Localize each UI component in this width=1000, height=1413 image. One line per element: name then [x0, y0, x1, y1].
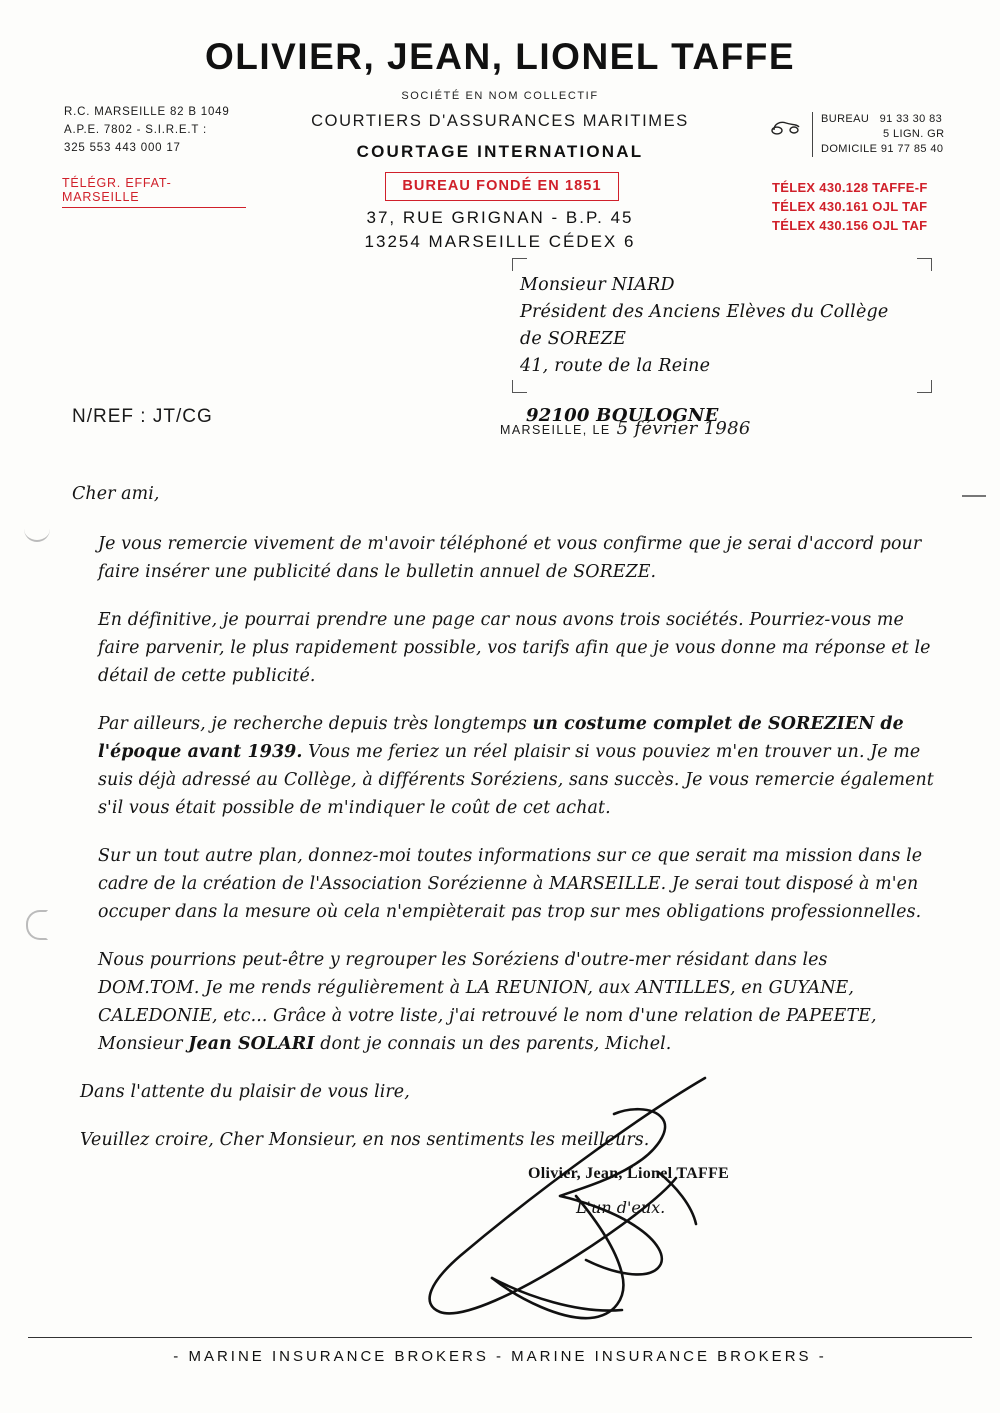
company-activity-secondary: COURTAGE INTERNATIONAL	[356, 142, 644, 161]
paragraph-2: En définitive, je pourrai prendre une page car nous avons trois sociétés. Pourriez-vous me faire parvenir, le plus rapidement possible, vos tarifs afin que je vous donne ma réponse et le détail de cette publicité.	[98, 610, 931, 686]
recipient-line-3: de SOREZE	[520, 329, 627, 349]
company-legal-form: SOCIÉTÉ EN NOM COLLECTIF	[401, 90, 599, 102]
registration-line-3: 325 553 443 000 17	[64, 142, 181, 154]
registration-block	[64, 103, 230, 157]
recipient-line-2: Président des Anciens Elèves du Collège	[520, 302, 889, 322]
recipient-city: 92100 BOULOGNE	[526, 405, 719, 426]
paragraph-5-part-a: Nous pourrions peut-être y regrouper les Soréziens d'outre-mer résidant dans les DOM.TOM. Je me rends régulièrement à LA REUNION, aux ANTILLES, en GUYANE, CALEDONIE, etc... Grâce à votre liste, j'ai retrouvé le nom d'une relation de PAPEETE, Monsieur	[98, 950, 877, 1054]
paragraph-3-part-a: Par ailleurs, je recherche depuis très longtemps	[98, 714, 533, 734]
scan-artifact-hole-top	[24, 527, 50, 542]
phone-domicile-number: 91 77 85 40	[880, 143, 944, 155]
phone-bureau-lines: 5 LIGN. GR	[883, 128, 945, 140]
phone-block	[812, 112, 944, 157]
recipient-line-1: Monsieur NIARD	[520, 275, 675, 295]
recipient-block	[512, 258, 932, 426]
telephone-icon	[770, 118, 802, 138]
paragraph-5	[72, 946, 934, 1058]
paragraph-5-emphasis: Jean SOLARI	[188, 1034, 315, 1054]
telex-line-2: TÉLEX 430.161 OJL TAF	[772, 199, 928, 214]
company-activity: COURTIERS D'ASSURANCES MARITIMES	[311, 112, 689, 130]
dateline	[500, 418, 751, 439]
company-name: OLIVIER, JEAN, LIONEL TAFFE	[204, 36, 796, 77]
telegraph-address: TÉLÉGR. EFFAT-MARSEILLE	[62, 176, 246, 208]
closing-line-1: Dans l'attente du plaisir de vous lire,	[80, 1082, 410, 1102]
phone-domicile-label: DOMICILE	[821, 143, 878, 155]
registration-line-2: A.P.E. 7802 - S.I.R.E.T :	[64, 124, 207, 136]
telex-line-3: TÉLEX 430.156 OJL TAF	[772, 218, 928, 233]
paragraph-3-part-b: Vous me feriez un réel plaisir si vous pouviez m'en trouver un. Je me suis déjà adressé au Collège, à différents Soréziens, sans succès. Je vous remercie également s'il vous était possible de m'indiquer le coût de cet achat.	[98, 742, 934, 818]
footer-text: - MARINE INSURANCE BROKERS - MARINE INSURANCE BROKERS -	[173, 1348, 827, 1365]
registration-line-1: R.C. MARSEILLE 82 B 1049	[64, 106, 230, 118]
corner-mark-top-left	[512, 258, 527, 271]
recipient-line-4: 41, route de la Reine	[520, 356, 711, 376]
paragraph-3	[72, 710, 934, 822]
dateline-date: 5 février 1986	[616, 418, 751, 439]
signature-printed-name: Olivier, Jean, Lionel TAFFE	[528, 1165, 730, 1182]
dateline-label: MARSEILLE, LE	[500, 423, 611, 437]
scan-artifact-tick	[962, 495, 986, 497]
phone-bureau-number: 91 33 30 83	[879, 113, 943, 125]
corner-mark-top-right	[917, 258, 932, 271]
recipient-address	[520, 272, 930, 429]
scan-artifact-hole-bottom	[26, 910, 48, 940]
paragraph-5-part-b: dont je connais un des parents, Michel.	[314, 1034, 672, 1054]
signature-subtitle: L'un d'eux.	[576, 1198, 666, 1217]
phone-bureau-label: BUREAU	[821, 113, 870, 125]
paragraph-1: Je vous remercie vivement de m'avoir téléphoné et vous confirme que je serai d'accord pour faire insérer une publicité dans le bulletin annuel de SOREZE.	[98, 534, 922, 582]
city-address: 13254 MARSEILLE CÉDEX 6	[364, 232, 636, 251]
greeting: Cher ami,	[72, 484, 160, 504]
telex-line-1: TÉLEX 430.128 TAFFE-F	[772, 180, 928, 195]
paragraph-4: Sur un tout autre plan, donnez-moi toutes informations sur ce que serait ma mission dans le cadre de la création de l'Association Sorézienne à MARSEILLE. Je serai tout disposé à m'en occuper dans la mesure où cela n'empièterait pas trop sur mes obligations professionnelles.	[98, 846, 923, 922]
letter-body	[72, 480, 934, 1174]
paragraph-3-emphasis: un costume complet de SOREZIEN de l'époque avant 1939.	[98, 714, 904, 762]
reference-line: N/REF : JT/CG	[72, 406, 213, 427]
street-address: 37, RUE GRIGNAN - B.P. 45	[366, 208, 634, 227]
closing-line-2: Veuillez croire, Cher Monsieur, en nos sentiments les meilleurs.	[80, 1130, 650, 1150]
footer-divider	[28, 1337, 972, 1338]
founded-badge: BUREAU FONDÉ EN 1851	[385, 172, 619, 201]
